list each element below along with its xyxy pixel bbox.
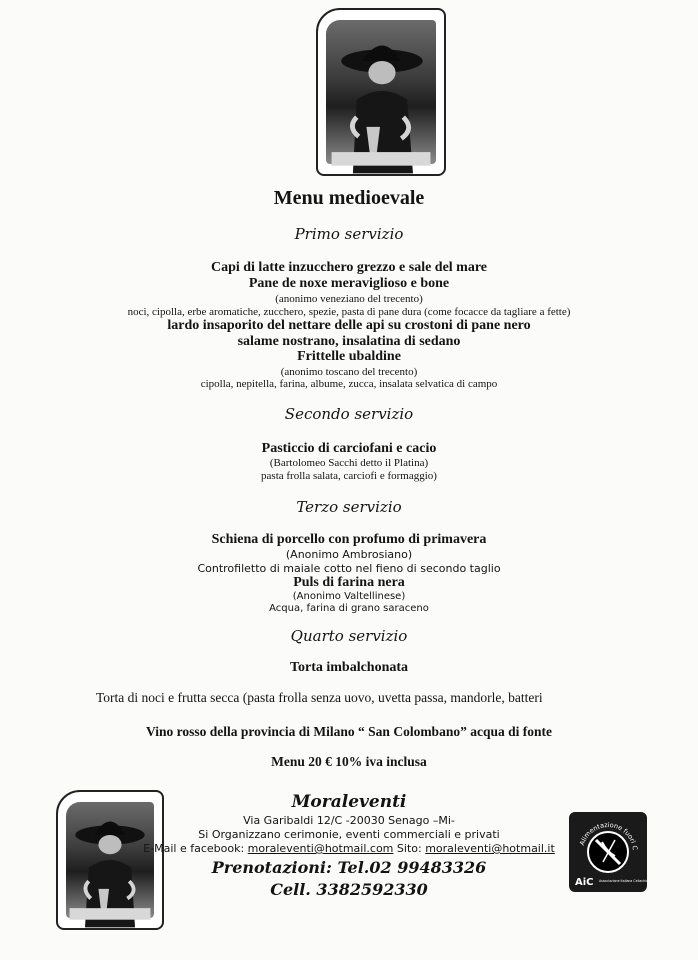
price-line: Menu 20 € 10% iva inclusa xyxy=(271,754,427,769)
dish-note: (anonimo toscano del trecento) xyxy=(280,366,418,378)
company-name: Moraleventi xyxy=(291,792,407,812)
dish-schiena: Schiena di porcello con profumo di primavera xyxy=(211,532,487,547)
dish-note: (Bartolomeo Sacchi detto il Platina) xyxy=(269,457,429,469)
dish-frittelle: Frittelle ubaldine xyxy=(297,349,401,364)
dish-puls: Puls di farina nera xyxy=(293,575,405,590)
dish-pane-de-noxe: Pane de noxe meraviglioso e bone xyxy=(248,276,450,291)
section-secondo: Secondo servizio xyxy=(284,405,414,423)
dish-ingredients: pasta frolla salata, carciofi e formaggio) xyxy=(261,470,437,482)
dish-note: (anonimo veneziano del trecento) xyxy=(275,293,423,305)
section-quarto: Quarto servizio xyxy=(290,627,408,645)
dish-torta-imbalchonata: Torta imbalchonata xyxy=(289,660,409,675)
woman-with-glass-illustration xyxy=(318,10,444,174)
dish-note: (Anonimo Ambrosiano) xyxy=(285,548,413,561)
dish-salame: salame nostrano, insalatina di sedano xyxy=(237,334,461,349)
dish-ingredients: cipolla, nepitella, farina, albume, zucca, insalata selvatica di campo xyxy=(200,378,498,390)
dish-lardo: lardo insaporito del nettare delle api su crostoni di pane nero xyxy=(167,318,531,333)
email-link[interactable]: moraleventi@hotmail.com xyxy=(247,842,394,855)
section-terzo: Terzo servizio xyxy=(296,498,402,516)
dish-ingredients: noci, cipolla, erbe aromatiche, zucchero, spezie, pasta di pane dura (come focacce da tagliare a fette) xyxy=(127,306,571,318)
dish-capi-di-latte: Capi di latte inzucchero grezzo e sale del mare xyxy=(210,260,488,275)
top-photo xyxy=(316,8,446,176)
wine-line: Vino rosso della provincia di Milano “ San Colombano” acqua di fonte xyxy=(146,724,552,739)
dish-ingredients: Acqua, farina di grano saraceno xyxy=(269,603,429,614)
site-label: Sito: xyxy=(393,842,426,855)
menu-title: Menu medioevale xyxy=(273,187,425,209)
booking-phone: Prenotazioni: Tel.02 99483326 xyxy=(211,858,487,877)
dish-note: (Anonimo Valtellinese) xyxy=(292,591,406,602)
logo-caption: Associazione Italiana Celiachia xyxy=(599,879,647,883)
dish-torta-description: Torta di noci e frutta secca (pasta frolla senza uovo, uvetta passa, mandorle, batteri xyxy=(96,690,543,705)
dish-ingredients: Controfiletto di maiale cotto nel fieno di secondo taglio xyxy=(197,562,501,575)
logo-name: AiC xyxy=(575,877,594,888)
mobile-phone: Cell. 3382592330 xyxy=(270,880,428,899)
aic-logo xyxy=(569,812,647,892)
site-link[interactable]: moraleventi@hotmail.it xyxy=(425,842,555,855)
section-primo: Primo servizio xyxy=(294,225,404,243)
dish-pasticcio: Pasticcio di carciofani e cacio xyxy=(261,441,437,456)
email-label: E-Mail e facebook: xyxy=(143,842,248,855)
company-address: Via Garibaldi 12/C -20030 Senago –Mi- xyxy=(243,814,455,827)
logo-arc-text: Alimentazione fuori C xyxy=(578,820,639,851)
company-services: Si Organizzano cerimonie, eventi commerciali e privati xyxy=(198,828,500,841)
